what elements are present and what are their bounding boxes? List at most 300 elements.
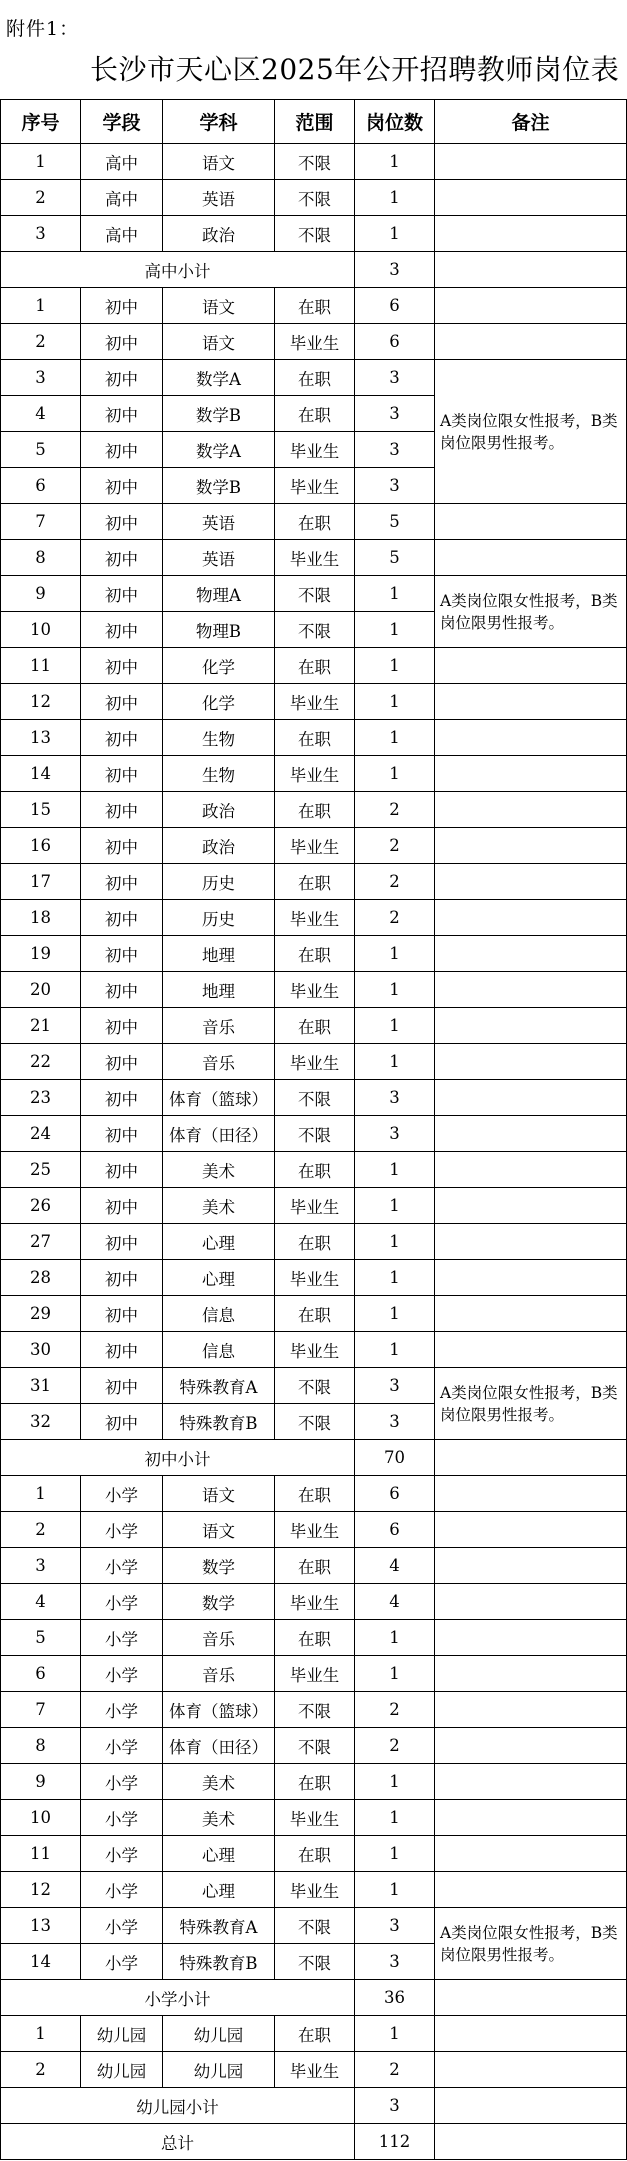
note-cell	[435, 2124, 627, 2160]
cell-scope: 毕业生	[275, 756, 355, 792]
cell-subject: 生物	[163, 756, 275, 792]
cell-subject: 历史	[163, 900, 275, 936]
cell-stage: 初中	[81, 864, 163, 900]
cell-subject: 政治	[163, 216, 275, 252]
note-cell	[435, 252, 627, 288]
cell-stage: 小学	[81, 1620, 163, 1656]
cell-scope: 不限	[275, 1728, 355, 1764]
cell-count: 2	[355, 792, 435, 828]
note-cell	[435, 1116, 627, 1152]
note-cell	[435, 972, 627, 1008]
cell-stage: 小学	[81, 1548, 163, 1584]
table-row	[1, 1872, 627, 1908]
cell-count: 6	[355, 324, 435, 360]
table-row	[1, 1152, 627, 1188]
table-row	[1, 1260, 627, 1296]
cell-no: 9	[1, 1764, 81, 1800]
subtotal-count: 70	[355, 1440, 435, 1476]
subtotal-count: 36	[355, 1980, 435, 2016]
cell-count: 1	[355, 648, 435, 684]
cell-count: 3	[355, 1116, 435, 1152]
cell-count: 1	[355, 180, 435, 216]
cell-scope: 不限	[275, 1692, 355, 1728]
cell-subject: 心理	[163, 1224, 275, 1260]
cell-count: 1	[355, 1224, 435, 1260]
cell-subject: 美术	[163, 1800, 275, 1836]
cell-stage: 小学	[81, 1728, 163, 1764]
cell-scope: 在职	[275, 1296, 355, 1332]
cell-scope: 在职	[275, 1224, 355, 1260]
cell-stage: 初中	[81, 432, 163, 468]
table-row	[1, 576, 627, 612]
cell-stage: 初中	[81, 1296, 163, 1332]
table-row	[1, 900, 627, 936]
cell-stage: 初中	[81, 1224, 163, 1260]
cell-subject: 语文	[163, 144, 275, 180]
subtotal-label: 初中小计	[1, 1440, 355, 1476]
cell-count: 1	[355, 1152, 435, 1188]
cell-stage: 小学	[81, 1692, 163, 1728]
cell-stage: 初中	[81, 756, 163, 792]
cell-count: 1	[355, 1800, 435, 1836]
note-cell	[435, 1152, 627, 1188]
cell-scope: 毕业生	[275, 2052, 355, 2088]
cell-no: 9	[1, 576, 81, 612]
table-row	[1, 1116, 627, 1152]
cell-subject: 信息	[163, 1332, 275, 1368]
cell-stage: 小学	[81, 1800, 163, 1836]
header-scope: 范围	[275, 100, 355, 144]
cell-no: 1	[1, 144, 81, 180]
cell-count: 1	[355, 684, 435, 720]
table-row	[1, 2052, 627, 2088]
cell-subject: 数学B	[163, 396, 275, 432]
cell-count: 1	[355, 1836, 435, 1872]
cell-stage: 初中	[81, 540, 163, 576]
note-cell	[435, 324, 627, 360]
table-row	[1, 1908, 627, 1944]
cell-count: 6	[355, 1512, 435, 1548]
table-row	[1, 1332, 627, 1368]
cell-subject: 心理	[163, 1260, 275, 1296]
cell-no: 13	[1, 720, 81, 756]
cell-scope: 在职	[275, 1548, 355, 1584]
cell-no: 8	[1, 1728, 81, 1764]
note-cell	[435, 2016, 627, 2052]
note-gender-restriction: A类岗位限女性报考，B类岗位限男性报考。	[435, 360, 627, 504]
table-row	[1, 1188, 627, 1224]
cell-count: 1	[355, 1764, 435, 1800]
cell-no: 10	[1, 612, 81, 648]
cell-subject: 音乐	[163, 1044, 275, 1080]
cell-no: 26	[1, 1188, 81, 1224]
note-cell	[435, 756, 627, 792]
cell-subject: 历史	[163, 864, 275, 900]
cell-scope: 毕业生	[275, 1332, 355, 1368]
cell-count: 1	[355, 1656, 435, 1692]
header-note: 备注	[435, 100, 627, 144]
cell-count: 6	[355, 1476, 435, 1512]
cell-no: 11	[1, 648, 81, 684]
cell-count: 6	[355, 288, 435, 324]
table-row	[1, 1008, 627, 1044]
cell-scope: 在职	[275, 720, 355, 756]
table-row	[1, 504, 627, 540]
cell-scope: 在职	[275, 864, 355, 900]
cell-no: 3	[1, 216, 81, 252]
cell-count: 3	[355, 1368, 435, 1404]
cell-subject: 英语	[163, 180, 275, 216]
table-row	[1, 180, 627, 216]
cell-subject: 物理A	[163, 576, 275, 612]
cell-scope: 不限	[275, 216, 355, 252]
cell-no: 11	[1, 1836, 81, 1872]
note-cell	[435, 1440, 627, 1476]
cell-scope: 毕业生	[275, 1584, 355, 1620]
header-count: 岗位数	[355, 100, 435, 144]
cell-scope: 在职	[275, 1476, 355, 1512]
cell-no: 30	[1, 1332, 81, 1368]
cell-no: 14	[1, 1944, 81, 1980]
note-cell	[435, 2088, 627, 2124]
page-title: 长沙市天心区2025年公开招聘教师岗位表	[90, 53, 620, 86]
cell-stage: 初中	[81, 684, 163, 720]
cell-no: 2	[1, 324, 81, 360]
note-cell	[435, 1584, 627, 1620]
cell-no: 23	[1, 1080, 81, 1116]
cell-subject: 美术	[163, 1152, 275, 1188]
note-cell	[435, 1260, 627, 1296]
cell-count: 3	[355, 432, 435, 468]
table-header-row	[1, 100, 627, 144]
note-cell	[435, 1296, 627, 1332]
note-cell	[435, 1980, 627, 2016]
cell-stage: 初中	[81, 1188, 163, 1224]
cell-no: 4	[1, 1584, 81, 1620]
cell-count: 2	[355, 828, 435, 864]
cell-scope: 毕业生	[275, 324, 355, 360]
note-cell	[435, 1800, 627, 1836]
table-body	[1, 144, 627, 2160]
cell-subject: 体育（田径）	[163, 1116, 275, 1152]
cell-no: 6	[1, 468, 81, 504]
cell-count: 2	[355, 900, 435, 936]
cell-count: 1	[355, 1872, 435, 1908]
cell-stage: 高中	[81, 144, 163, 180]
cell-count: 3	[355, 1908, 435, 1944]
cell-no: 21	[1, 1008, 81, 1044]
cell-no: 12	[1, 1872, 81, 1908]
cell-stage: 小学	[81, 1944, 163, 1980]
cell-count: 1	[355, 1296, 435, 1332]
cell-stage: 小学	[81, 1656, 163, 1692]
cell-scope: 毕业生	[275, 900, 355, 936]
cell-subject: 音乐	[163, 1620, 275, 1656]
note-gender-restriction: A类岗位限女性报考，B类岗位限男性报考。	[435, 1368, 627, 1440]
cell-subject: 音乐	[163, 1656, 275, 1692]
cell-scope: 在职	[275, 1620, 355, 1656]
cell-count: 1	[355, 2016, 435, 2052]
cell-subject: 美术	[163, 1188, 275, 1224]
cell-count: 5	[355, 540, 435, 576]
cell-subject: 体育（篮球）	[163, 1692, 275, 1728]
note-cell	[435, 648, 627, 684]
cell-no: 29	[1, 1296, 81, 1332]
note-cell	[435, 1728, 627, 1764]
cell-no: 27	[1, 1224, 81, 1260]
cell-scope: 不限	[275, 1116, 355, 1152]
cell-count: 2	[355, 1728, 435, 1764]
cell-count: 1	[355, 612, 435, 648]
table-row	[1, 288, 627, 324]
cell-no: 28	[1, 1260, 81, 1296]
note-cell	[435, 1008, 627, 1044]
cell-count: 2	[355, 1692, 435, 1728]
cell-count: 3	[355, 1944, 435, 1980]
cell-subject: 幼儿园	[163, 2052, 275, 2088]
note-cell	[435, 792, 627, 828]
cell-subject: 语文	[163, 1512, 275, 1548]
cell-scope: 在职	[275, 288, 355, 324]
cell-no: 3	[1, 1548, 81, 1584]
cell-scope: 不限	[275, 612, 355, 648]
subtotal-row	[1, 1440, 627, 1476]
cell-stage: 幼儿园	[81, 2016, 163, 2052]
note-cell	[435, 1548, 627, 1584]
cell-stage: 初中	[81, 1152, 163, 1188]
header-subject: 学科	[163, 100, 275, 144]
cell-subject: 体育（田径）	[163, 1728, 275, 1764]
cell-count: 1	[355, 1332, 435, 1368]
cell-count: 1	[355, 1008, 435, 1044]
cell-no: 22	[1, 1044, 81, 1080]
cell-no: 17	[1, 864, 81, 900]
cell-no: 32	[1, 1404, 81, 1440]
cell-scope: 不限	[275, 576, 355, 612]
cell-subject: 地理	[163, 972, 275, 1008]
note-cell	[435, 288, 627, 324]
cell-stage: 小学	[81, 1512, 163, 1548]
cell-subject: 语文	[163, 288, 275, 324]
cell-scope: 毕业生	[275, 1512, 355, 1548]
cell-stage: 初中	[81, 396, 163, 432]
note-cell	[435, 1836, 627, 1872]
cell-stage: 初中	[81, 360, 163, 396]
cell-stage: 初中	[81, 612, 163, 648]
cell-scope: 在职	[275, 396, 355, 432]
cell-stage: 小学	[81, 1476, 163, 1512]
table-row	[1, 144, 627, 180]
cell-subject: 音乐	[163, 1008, 275, 1044]
note-gender-restriction: A类岗位限女性报考，B类岗位限男性报考。	[435, 1908, 627, 1980]
table-row	[1, 1080, 627, 1116]
cell-scope: 在职	[275, 1152, 355, 1188]
cell-no: 14	[1, 756, 81, 792]
table-row	[1, 324, 627, 360]
table-row	[1, 1836, 627, 1872]
table-row	[1, 1728, 627, 1764]
cell-stage: 初中	[81, 1260, 163, 1296]
subtotal-count: 112	[355, 2124, 435, 2160]
note-gender-restriction: A类岗位限女性报考，B类岗位限男性报考。	[435, 576, 627, 648]
cell-scope: 在职	[275, 1008, 355, 1044]
cell-no: 1	[1, 1476, 81, 1512]
cell-stage: 初中	[81, 1332, 163, 1368]
cell-scope: 不限	[275, 144, 355, 180]
cell-subject: 化学	[163, 648, 275, 684]
cell-subject: 数学	[163, 1584, 275, 1620]
cell-count: 3	[355, 1404, 435, 1440]
cell-stage: 幼儿园	[81, 2052, 163, 2088]
cell-stage: 初中	[81, 1116, 163, 1152]
table-row	[1, 540, 627, 576]
cell-scope: 毕业生	[275, 972, 355, 1008]
cell-no: 2	[1, 1512, 81, 1548]
note-cell	[435, 864, 627, 900]
cell-no: 18	[1, 900, 81, 936]
cell-scope: 不限	[275, 1908, 355, 1944]
note-cell	[435, 1512, 627, 1548]
cell-scope: 不限	[275, 1080, 355, 1116]
table-row	[1, 792, 627, 828]
cell-subject: 特殊教育A	[163, 1368, 275, 1404]
note-cell	[435, 1188, 627, 1224]
cell-no: 20	[1, 972, 81, 1008]
subtotal-row	[1, 1980, 627, 2016]
note-cell	[435, 1044, 627, 1080]
cell-stage: 初中	[81, 1368, 163, 1404]
cell-count: 1	[355, 1260, 435, 1296]
cell-count: 5	[355, 504, 435, 540]
table-row	[1, 756, 627, 792]
cell-subject: 数学B	[163, 468, 275, 504]
cell-count: 1	[355, 1188, 435, 1224]
cell-count: 1	[355, 972, 435, 1008]
subtotal-label: 总计	[1, 2124, 355, 2160]
cell-scope: 毕业生	[275, 1800, 355, 1836]
cell-subject: 美术	[163, 1764, 275, 1800]
cell-no: 1	[1, 2016, 81, 2052]
table-row	[1, 1296, 627, 1332]
note-cell	[435, 540, 627, 576]
table-row	[1, 1512, 627, 1548]
cell-count: 3	[355, 1080, 435, 1116]
cell-count: 3	[355, 396, 435, 432]
subtotal-row	[1, 252, 627, 288]
subtotal-count: 3	[355, 2088, 435, 2124]
note-cell	[435, 2052, 627, 2088]
table-row	[1, 2016, 627, 2052]
cell-scope: 毕业生	[275, 1872, 355, 1908]
cell-count: 1	[355, 1044, 435, 1080]
table-row	[1, 648, 627, 684]
note-cell	[435, 720, 627, 756]
cell-scope: 毕业生	[275, 1188, 355, 1224]
cell-no: 15	[1, 792, 81, 828]
note-cell	[435, 936, 627, 972]
table-row	[1, 1548, 627, 1584]
cell-stage: 初中	[81, 1044, 163, 1080]
cell-scope: 在职	[275, 1764, 355, 1800]
table-row	[1, 864, 627, 900]
cell-subject: 体育（篮球）	[163, 1080, 275, 1116]
cell-subject: 英语	[163, 540, 275, 576]
cell-stage: 初中	[81, 504, 163, 540]
note-cell	[435, 828, 627, 864]
cell-no: 6	[1, 1656, 81, 1692]
cell-subject: 特殊教育B	[163, 1404, 275, 1440]
note-cell	[435, 1872, 627, 1908]
cell-no: 2	[1, 2052, 81, 2088]
cell-stage: 初中	[81, 1008, 163, 1044]
cell-scope: 毕业生	[275, 1044, 355, 1080]
cell-subject: 政治	[163, 828, 275, 864]
cell-stage: 小学	[81, 1584, 163, 1620]
table-row	[1, 828, 627, 864]
cell-no: 16	[1, 828, 81, 864]
cell-no: 25	[1, 1152, 81, 1188]
cell-subject: 信息	[163, 1296, 275, 1332]
cell-subject: 生物	[163, 720, 275, 756]
cell-count: 4	[355, 1548, 435, 1584]
note-cell	[435, 1620, 627, 1656]
cell-scope: 在职	[275, 648, 355, 684]
cell-stage: 初中	[81, 936, 163, 972]
note-cell	[435, 900, 627, 936]
cell-no: 19	[1, 936, 81, 972]
cell-count: 1	[355, 720, 435, 756]
cell-subject: 特殊教育A	[163, 1908, 275, 1944]
cell-subject: 化学	[163, 684, 275, 720]
cell-no: 10	[1, 1800, 81, 1836]
cell-scope: 毕业生	[275, 1656, 355, 1692]
note-cell	[435, 504, 627, 540]
cell-scope: 不限	[275, 1404, 355, 1440]
cell-no: 3	[1, 360, 81, 396]
cell-stage: 初中	[81, 468, 163, 504]
cell-scope: 毕业生	[275, 1260, 355, 1296]
table-row	[1, 1584, 627, 1620]
cell-subject: 语文	[163, 1476, 275, 1512]
cell-no: 2	[1, 180, 81, 216]
cell-count: 1	[355, 936, 435, 972]
cell-scope: 在职	[275, 936, 355, 972]
cell-stage: 小学	[81, 1872, 163, 1908]
note-cell	[435, 1692, 627, 1728]
cell-stage: 初中	[81, 288, 163, 324]
note-cell	[435, 1764, 627, 1800]
note-cell	[435, 216, 627, 252]
cell-scope: 毕业生	[275, 432, 355, 468]
subtotal-row	[1, 2124, 627, 2160]
cell-subject: 地理	[163, 936, 275, 972]
cell-stage: 初中	[81, 828, 163, 864]
cell-no: 5	[1, 432, 81, 468]
cell-no: 7	[1, 1692, 81, 1728]
header-no: 序号	[1, 100, 81, 144]
cell-count: 1	[355, 216, 435, 252]
cell-subject: 英语	[163, 504, 275, 540]
cell-no: 13	[1, 1908, 81, 1944]
cell-subject: 数学A	[163, 360, 275, 396]
cell-subject: 特殊教育B	[163, 1944, 275, 1980]
cell-scope: 毕业生	[275, 684, 355, 720]
cell-count: 1	[355, 144, 435, 180]
table-row	[1, 720, 627, 756]
header-stage: 学段	[81, 100, 163, 144]
cell-count: 3	[355, 468, 435, 504]
note-cell	[435, 1080, 627, 1116]
